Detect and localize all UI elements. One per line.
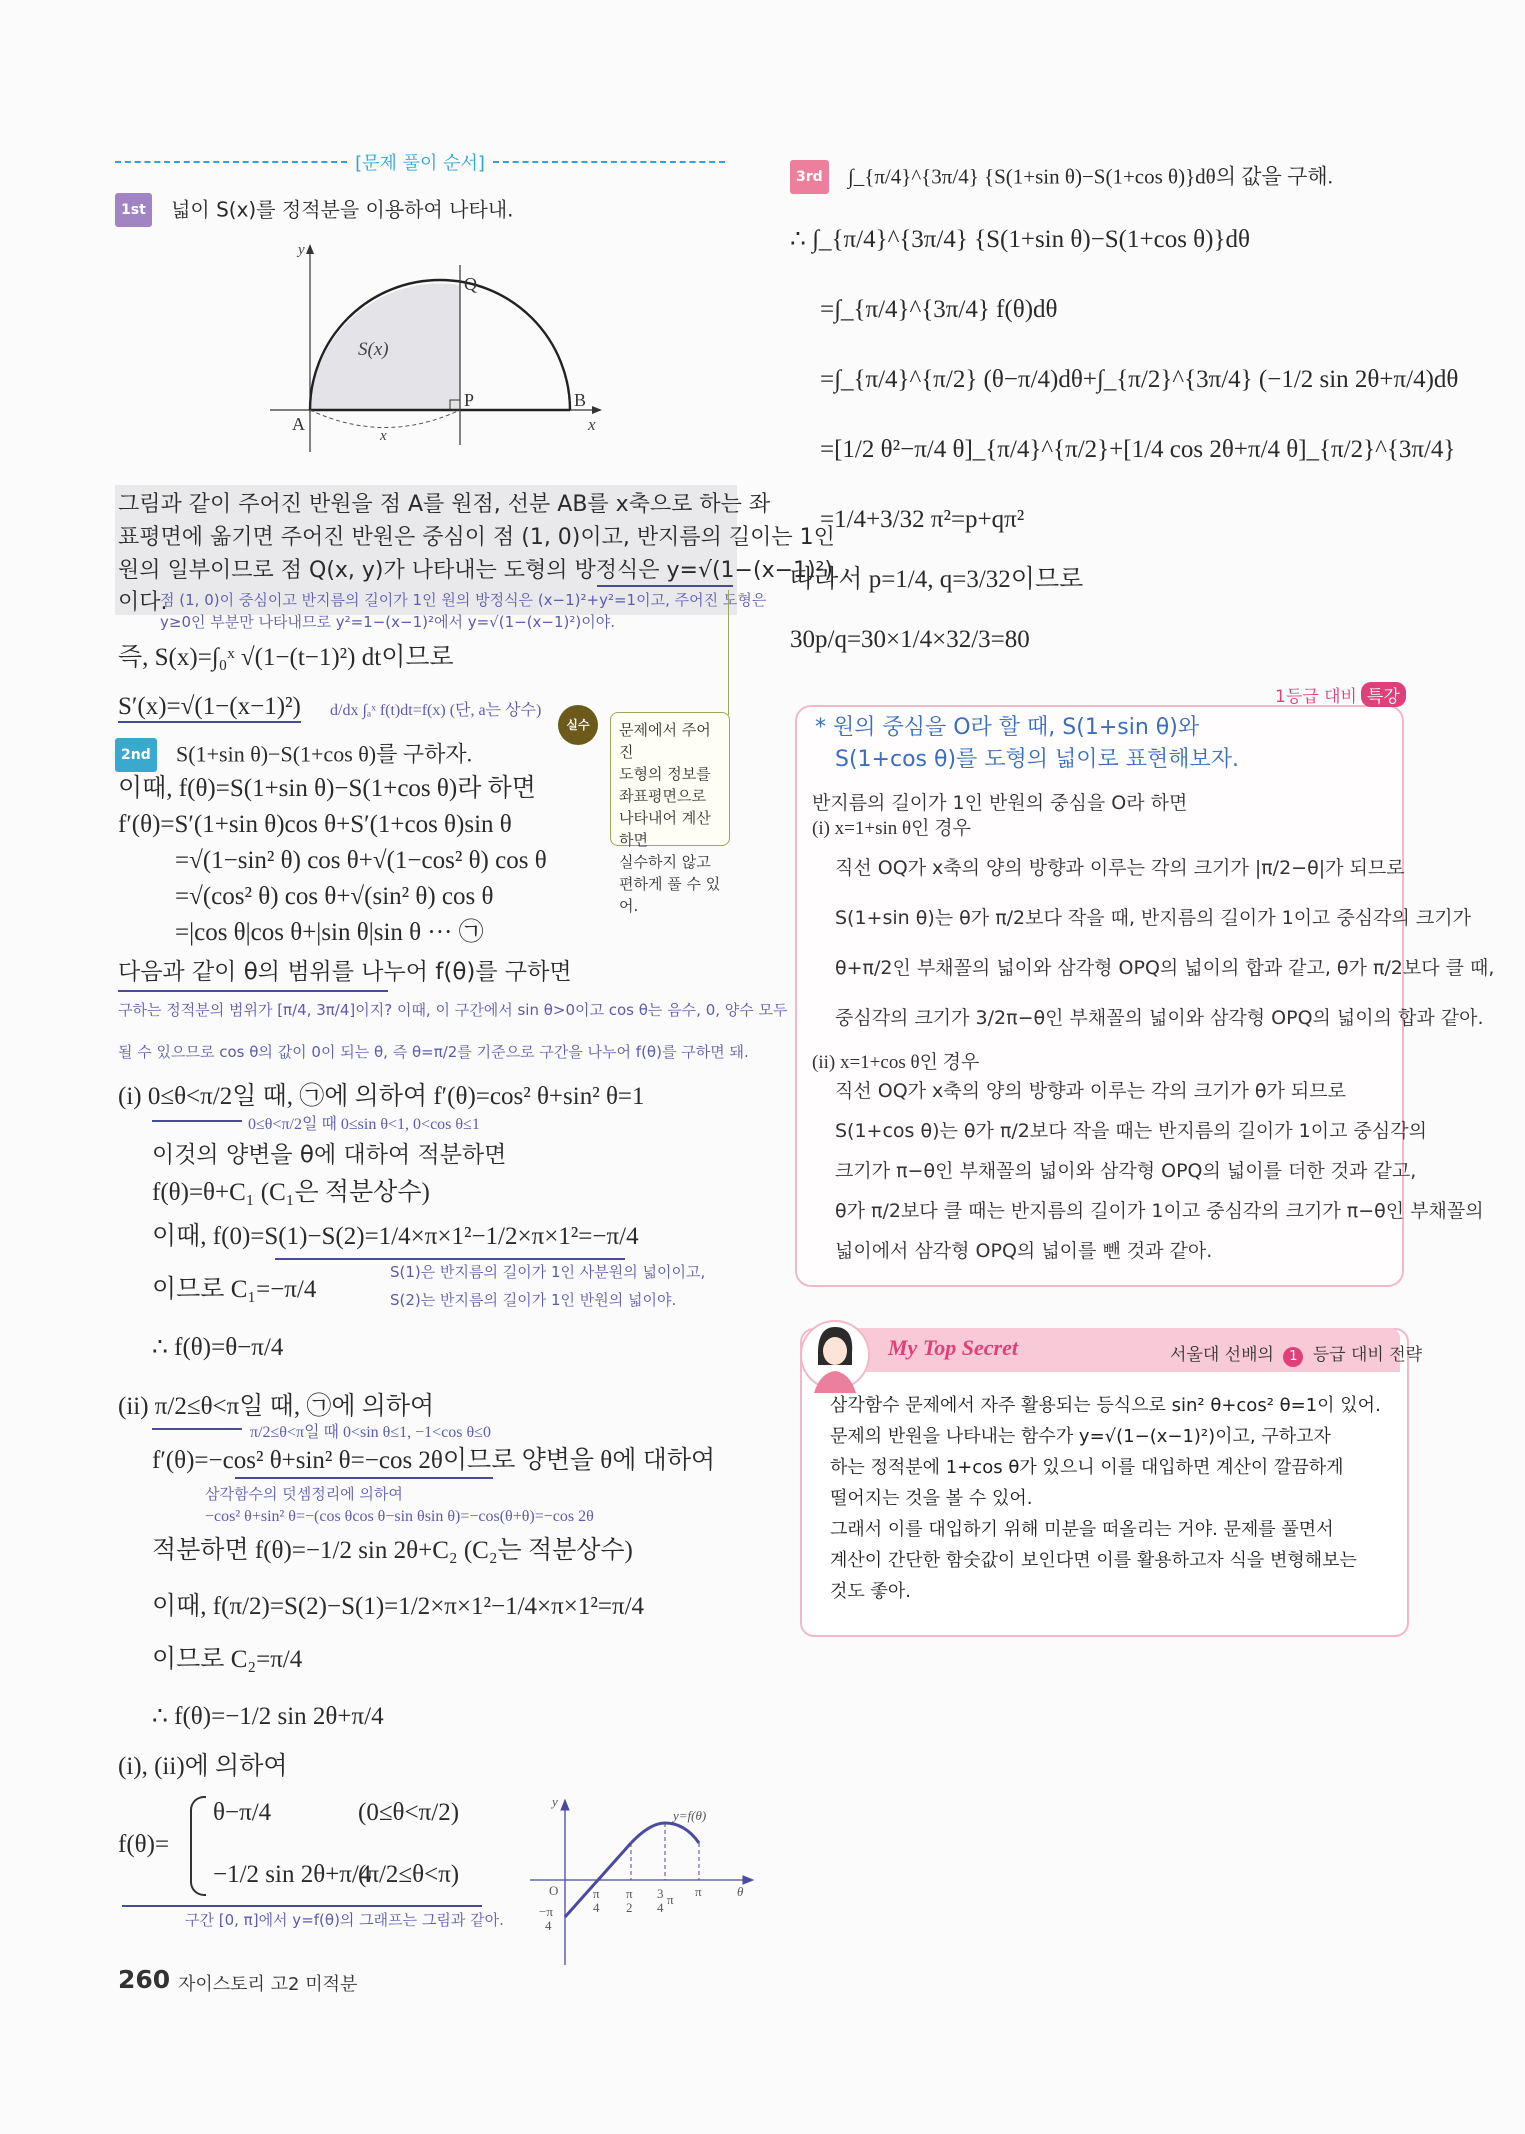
case1-l1: 이것의 양변을 θ에 대하여 적분하면 (152, 1142, 507, 1168)
case1-note2-2: S(2)는 반지름의 길이가 1인 반원의 넓이야. (390, 1291, 677, 1309)
conclusion-line: 따라서 p=1/4, q=3/32이므로 (790, 566, 1084, 593)
case1-head: (i) 0≤θ<π/2일 때, ㉠에 의하여 f′(θ)=cos² θ+sin² θ=1 (118, 1083, 645, 1110)
special-body-0: 반지름의 길이가 1인 반원의 중심을 O라 하면 (812, 792, 1188, 814)
step-3-text: ∫_{π/4}^{3π/4} {S(1+sin θ)−S(1+cos θ)}dθ의 값을 구해. (847, 164, 1333, 189)
step-1 (115, 193, 514, 227)
callout-connector (728, 590, 729, 715)
case2-underline (152, 1428, 242, 1430)
case2-note: π/2≤θ<π일 때 0<sin θ≤1, −1<cos θ≤0 (250, 1424, 491, 1441)
combine-line: (i), (ii)에 의하여 (118, 1753, 288, 1780)
split-underline (118, 990, 388, 992)
svg-text:3: 3 (657, 1886, 664, 1901)
case1-l4: 이므로 C₁=−π/4 (152, 1276, 317, 1303)
equation-underline (597, 585, 733, 587)
section-header (115, 152, 725, 172)
svg-text:B: B (574, 390, 587, 410)
special-body-4: θ+π/2인 부채꼴의 넓이와 삼각형 OPQ의 넓이의 합과 같고, θ가 π/2보다 클 때, (835, 957, 1495, 979)
piecewise-function: f(θ)= θ−π/4 (0≤θ<π/2) −1/2 sin 2θ+π/4 (π/2≤θ<π) (118, 1790, 478, 1900)
calc-line-3: =∫_{π/4}^{π/2} (θ−π/4)dθ+∫_{π/2}^{3π/4} (−1/2 sin 2θ+π/4)dθ (820, 366, 1459, 393)
piecewise-underline (122, 1905, 482, 1907)
para1-line3: 원의 일부이므로 점 Q(x, y)가 나타내는 도형의 방정식은 y=√(1−(x−1)²) (118, 558, 834, 583)
svg-text:Q: Q (464, 274, 477, 294)
special-body-9: 크기가 π−θ인 부채꼴의 넓이와 삼각형 OPQ의 넓이를 더한 것과 같고, (835, 1160, 1417, 1182)
calc-line-4: =[1/2 θ²−π/4 θ]_{π/4}^{π/2}+[1/4 cos 2θ+π/4 θ]_{π/2}^{3π/4} (820, 436, 1456, 463)
svg-text:π: π (667, 1892, 674, 1907)
para1-line4: 이다. (118, 590, 168, 615)
top-secret-subtitle: 서울대 선배의 1 등급 대비 전략 (1170, 1345, 1423, 1365)
svg-text:y=f(θ): y=f(θ) (673, 1808, 707, 1823)
step-1-badge: 1st (115, 193, 152, 227)
special-body-2: 직선 OQ가 x축의 양의 방향과 이루는 각의 크기가 |π/2−θ|가 되므로 (835, 857, 1405, 879)
special-body-3: S(1+sin θ)는 θ가 π/2보다 작을 때, 반지름의 길이가 1이고 중심각의 크기가 (835, 907, 1471, 929)
note-derivative-rule: d/dx ∫ₐˣ f(t)dt=f(x) (단, a는 상수) (330, 702, 542, 719)
case1-l3-underline (275, 1258, 625, 1260)
case2-l1-underline (235, 1477, 493, 1479)
svg-text:x: x (588, 415, 596, 434)
f-theta-graph (525, 1790, 765, 1970)
case2-note2-2: −cos² θ+sin² θ=−(cos θcos θ−sin θsin θ)=−cos(θ+θ)=−cos 2θ (205, 1508, 594, 1525)
line-split: 다음과 같이 θ의 범위를 나누어 f(θ)를 구하면 (118, 959, 572, 985)
deriv-line-3: =√(cos² θ) cos θ+√(sin² θ) cos θ (175, 883, 494, 910)
svg-text:x: x (380, 428, 387, 444)
secret-line-1: 문제의 반원을 나타내는 함수가 y=√(1−(x−1)²)이고, 구하고자 (830, 1426, 1331, 1447)
case1-note: 0≤θ<π/2일 때 0≤sin θ<1, 0<cos θ≤1 (248, 1116, 480, 1133)
deriv-line-4: =|cos θ|cos θ+|sin θ|sin θ ··· ㉠ (175, 919, 484, 946)
semicircle-figure (270, 240, 610, 460)
svg-text:4: 4 (545, 1918, 552, 1933)
special-title: * 원의 중심을 O라 할 때, S(1+sin θ)와 S(1+cos θ)를 도형의 넓이로 표현해보자. (815, 715, 1240, 772)
special-lecture-tag: 1등급 대비 특강 (1275, 682, 1406, 707)
note-circle-eq-2: y≥0인 부분만 나타내므로 y²=1−(x−1)²에서 y=√(1−(x−1)²)이야. (160, 613, 616, 631)
case2-note2-1: 삼각함수의 덧셈정리에 의하여 (205, 1485, 403, 1503)
note-split-2: 될 수 있으므로 cos θ의 값이 0이 되는 θ, 즉 θ=π/2를 기준으로 구간을 나누어 f(θ)를 구하면 돼. (118, 1043, 749, 1061)
step-2 (115, 738, 472, 772)
line-Sx: 즉, S(x)=∫₀ˣ √(1−(t−1)²) dt이므로 (118, 644, 454, 671)
svg-text:O: O (549, 1883, 559, 1898)
avatar (800, 1315, 870, 1395)
step-3 (790, 160, 1333, 194)
y-axis-label: y (298, 242, 305, 258)
step-3-badge: 3rd (790, 160, 829, 194)
case1-note2-1: S(1)은 반지름의 길이가 1인 사분원의 넓이이고, (390, 1263, 706, 1281)
case2-l5: ∴ f(θ)=−1/2 sin 2θ+π/4 (152, 1703, 384, 1730)
special-body-8: S(1+cos θ)는 θ가 π/2보다 작을 때는 반지름의 길이가 1이고 중심각의 (835, 1120, 1427, 1142)
secret-line-0: 삼각함수 문제에서 자주 활용되는 등식으로 sin² θ+cos² θ=1이 있어. (830, 1395, 1381, 1416)
svg-text:P: P (464, 390, 475, 410)
calc-line-2: =∫_{π/4}^{3π/4} f(θ)dθ (820, 296, 1058, 323)
step-1-text: 넓이 S(x)를 정적분을 이용하여 나타내. (171, 197, 514, 222)
section-header-label: [문제 풀이 순서] (355, 153, 485, 174)
svg-text:S(x): S(x) (358, 339, 389, 360)
special-body-7: 직선 OQ가 x축의 양의 방향과 이루는 각의 크기가 θ가 되므로 (835, 1080, 1346, 1102)
svg-text:π: π (626, 1886, 633, 1901)
case2-l3: 이때, f(π/2)=S(2)−S(1)=1/2×π×1²−1/4×π×1²=π/4 (152, 1593, 645, 1620)
special-body-1: (i) x=1+sin θ인 경우 (812, 818, 971, 839)
note-circle-eq-1: 점 (1, 0)이 중심이고 반지름의 길이가 1인 원의 방정식은 (x−1)²+y²=1이고, 주어진 도형은 (160, 591, 767, 609)
calc-line-5: =1/4+3/32 π²=p+qπ² (820, 506, 1025, 533)
para1-line2: 표평면에 옮기면 주어진 반원은 중심이 점 (1, 0)이고, 반지름의 길이는 1인 (118, 525, 835, 550)
note-graph: 구간 [0, π]에서 y=f(θ)의 그래프는 그림과 같아. (185, 1911, 504, 1929)
top-secret-title: My Top Secret (888, 1335, 1018, 1360)
svg-text:4: 4 (593, 1900, 600, 1915)
svg-text:2: 2 (626, 1900, 633, 1915)
book-title: 자이스토리 고2 미적분 (178, 1974, 358, 1995)
case1-l5: ∴ f(θ)=θ−π/4 (152, 1334, 284, 1361)
step-2-badge: 2nd (115, 738, 157, 772)
secret-line-6: 것도 좋아. (830, 1581, 911, 1602)
case2-head: (ii) π/2≤θ<π일 때, ㉠에 의하여 (118, 1393, 435, 1420)
special-body-10: θ가 π/2보다 클 때는 반지름의 길이가 1이고 중심각의 크기가 π−θ인 부채꼴의 (835, 1200, 1484, 1222)
line-Sprime: S′(x)=√(1−(x−1)²) (118, 692, 301, 722)
line-fdef: 이때, f(θ)=S(1+sin θ)−S(1+cos θ)라 하면 (118, 775, 536, 802)
secret-line-5: 계산이 간단한 함숫값이 보인다면 이를 활용하고자 식을 변형해보는 (830, 1550, 1357, 1571)
special-body-11: 넓이에서 삼각형 OPQ의 넓이를 뺀 것과 같아. (835, 1240, 1213, 1262)
secret-line-2: 하는 정적분에 1+cos θ가 있으니 이를 대입하면 계산이 깔끔하게 (830, 1457, 1344, 1478)
secret-line-4: 그래서 이를 대입하기 위해 미분을 떠올리는 거야. 문제를 풀면서 (830, 1519, 1334, 1540)
mistake-badge: 실수 (558, 705, 598, 745)
case2-l4: 이므로 C₂=π/4 (152, 1646, 303, 1673)
special-body-5: 중심각의 크기가 3/2π−θ인 부채꼴의 넓이와 삼각형 OPQ의 넓이의 합과 같아. (835, 1007, 1484, 1029)
callout-tip: 문제에서 주어진 도형의 정보를 좌표평면으로 나타내어 계산하면 실수하지 않고 편하게 풀 수 있어. (610, 712, 730, 846)
svg-text:π: π (695, 1884, 702, 1899)
case1-l2: f(θ)=θ+C₁ (C₁은 적분상수) (152, 1179, 430, 1206)
svg-text:π: π (593, 1886, 600, 1901)
para1-line1: 그림과 같이 주어진 반원을 점 A를 원점, 선분 AB를 x축으로 하는 좌 (118, 492, 771, 517)
case1-l3: 이때, f(0)=S(1)−S(2)=1/4×π×1²−1/2×π×1²=−π/4 (152, 1223, 639, 1250)
case2-l2: 적분하면 f(θ)=−1/2 sin 2θ+C₂ (C₂는 적분상수) (152, 1537, 633, 1564)
step-2-text: S(1+sin θ)−S(1+cos θ)를 구하자. (176, 741, 473, 767)
deriv-line-1: f′(θ)=S′(1+sin θ)cos θ+S′(1+cos θ)sin θ (118, 811, 512, 838)
svg-text:4: 4 (657, 1900, 664, 1915)
case1-underline (152, 1120, 242, 1122)
svg-text:−π: −π (539, 1904, 553, 1919)
page-number: 260 (118, 1965, 171, 1994)
svg-text:y: y (552, 1794, 558, 1809)
secret-line-3: 떨어지는 것을 볼 수 있어. (830, 1488, 1033, 1509)
calc-line-1: ∴ ∫_{π/4}^{3π/4} {S(1+sin θ)−S(1+cos θ)}dθ (790, 226, 1250, 253)
svg-text:θ: θ (737, 1884, 744, 1899)
case2-l1: f′(θ)=−cos² θ+sin² θ=−cos 2θ이므로 양변을 θ에 대하여 (152, 1447, 716, 1474)
note-split-1: 구하는 정적분의 범위가 [π/4, 3π/4]이지? 이때, 이 구간에서 sin θ>0이고 cos θ는 음수, 0, 양수 모두 (118, 1001, 788, 1019)
deriv-line-2: =√(1−sin² θ) cos θ+√(1−cos² θ) cos θ (175, 847, 547, 874)
answer-line: 30p/q=30×1/4×32/3=80 (790, 626, 1030, 653)
special-body-6: (ii) x=1+cos θ인 경우 (812, 1052, 980, 1073)
svg-text:A: A (292, 414, 305, 434)
